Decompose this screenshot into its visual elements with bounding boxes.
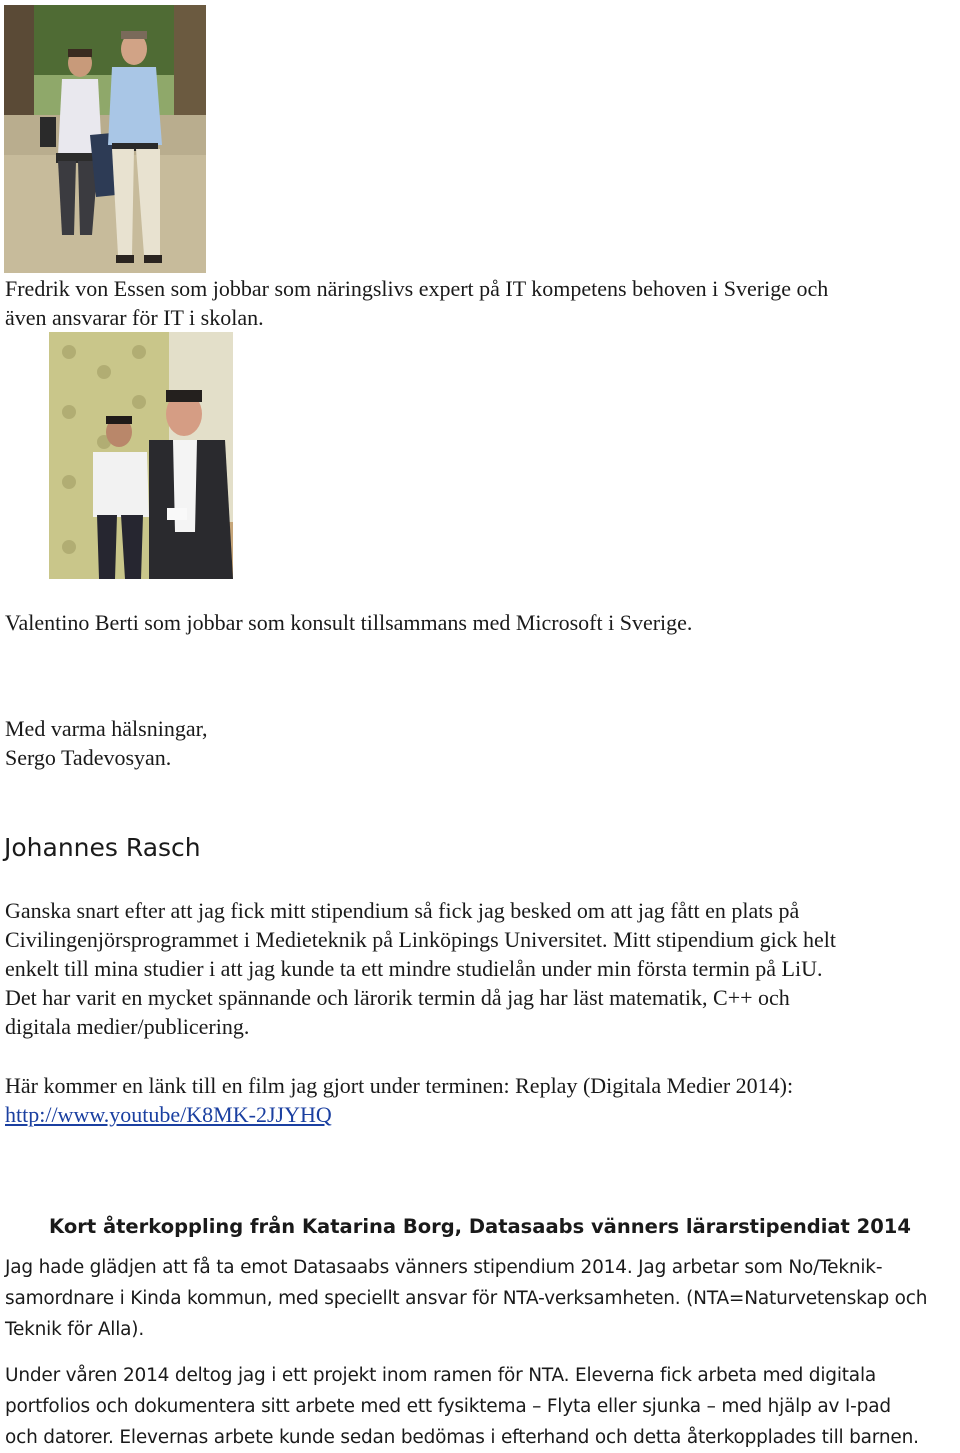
katarina-p2-line: portfolios och dokumentera sitt arbete med ett fysiktema – Flyta eller sjunka – med hjälp av I-pad bbox=[5, 1396, 891, 1417]
katarina-paragraph-1 bbox=[5, 1252, 960, 1345]
johannes-paragraph-1 bbox=[5, 896, 960, 1041]
heading-johannes: Johannes Rasch bbox=[4, 833, 201, 862]
johannes-p2-text: Här kommer en länk till en film jag gjort under terminen: Replay (Digitala Medier 2014): bbox=[5, 1073, 794, 1098]
heading-katarina: Kort återkoppling från Katarina Borg, Datasaabs vänners lärarstipendiat 2014 bbox=[49, 1215, 911, 1238]
greeting-line1: Med varma hälsningar, bbox=[5, 716, 208, 741]
johannes-p1-line: Ganska snart efter att jag fick mitt stipendium så fick jag besked om att jag fått en plats på bbox=[5, 898, 800, 923]
photo-two-men-outdoor bbox=[4, 5, 206, 273]
youtube-link[interactable]: http://www.youtube/K8MK-2JJYHQ bbox=[5, 1102, 332, 1127]
johannes-p1-line: digitala medier/publicering. bbox=[5, 1014, 250, 1039]
katarina-p1-line: Teknik för Alla). bbox=[5, 1319, 144, 1340]
photo-two-men-indoor bbox=[49, 332, 233, 579]
photo-outdoor-icon bbox=[4, 5, 206, 273]
johannes-p1-line: Det har varit en mycket spännande och lärorik termin då jag har läst matematik, C++ och bbox=[5, 985, 790, 1010]
katarina-p1-line: samordnare i Kinda kommun, med speciellt ansvar för NTA-verksamheten. (NTA=Naturvetenskap och bbox=[5, 1288, 928, 1309]
johannes-paragraph-2 bbox=[5, 1071, 960, 1129]
caption-valentino: Valentino Berti som jobbar som konsult tillsammans med Microsoft i Sverige. bbox=[5, 610, 693, 635]
katarina-p2-line: och datorer. Elevernas arbete kunde sedan bedömas i efterhand och detta återkopplades till barnen. bbox=[5, 1427, 919, 1448]
caption-fredrik-line1: Fredrik von Essen som jobbar som näringslivs expert på IT kompetens behoven i Sverige och bbox=[5, 276, 829, 301]
photo-indoor-icon bbox=[49, 332, 233, 579]
greeting bbox=[5, 714, 208, 772]
caption-fredrik-line2: även ansvarar för IT i skolan. bbox=[5, 305, 264, 330]
caption-fredrik bbox=[5, 274, 960, 332]
johannes-p1-line: Civilingenjörsprogrammet i Medieteknik på Linköpings Universitet. Mitt stipendium gick helt bbox=[5, 927, 836, 952]
katarina-paragraph-2 bbox=[5, 1360, 960, 1453]
greeting-signature: Sergo Tadevosyan. bbox=[5, 745, 172, 770]
johannes-p1-line: enkelt till mina studier i att jag kunde ta ett mindre studielån under min första termin på LiU. bbox=[5, 956, 823, 981]
katarina-p2-line: Under våren 2014 deltog jag i ett projekt inom ramen för NTA. Eleverna fick arbeta med digitala bbox=[5, 1365, 877, 1386]
katarina-p1-line: Jag hade glädjen att få ta emot Datasaabs vänners stipendium 2014. Jag arbetar som No/Teknik- bbox=[5, 1257, 883, 1278]
